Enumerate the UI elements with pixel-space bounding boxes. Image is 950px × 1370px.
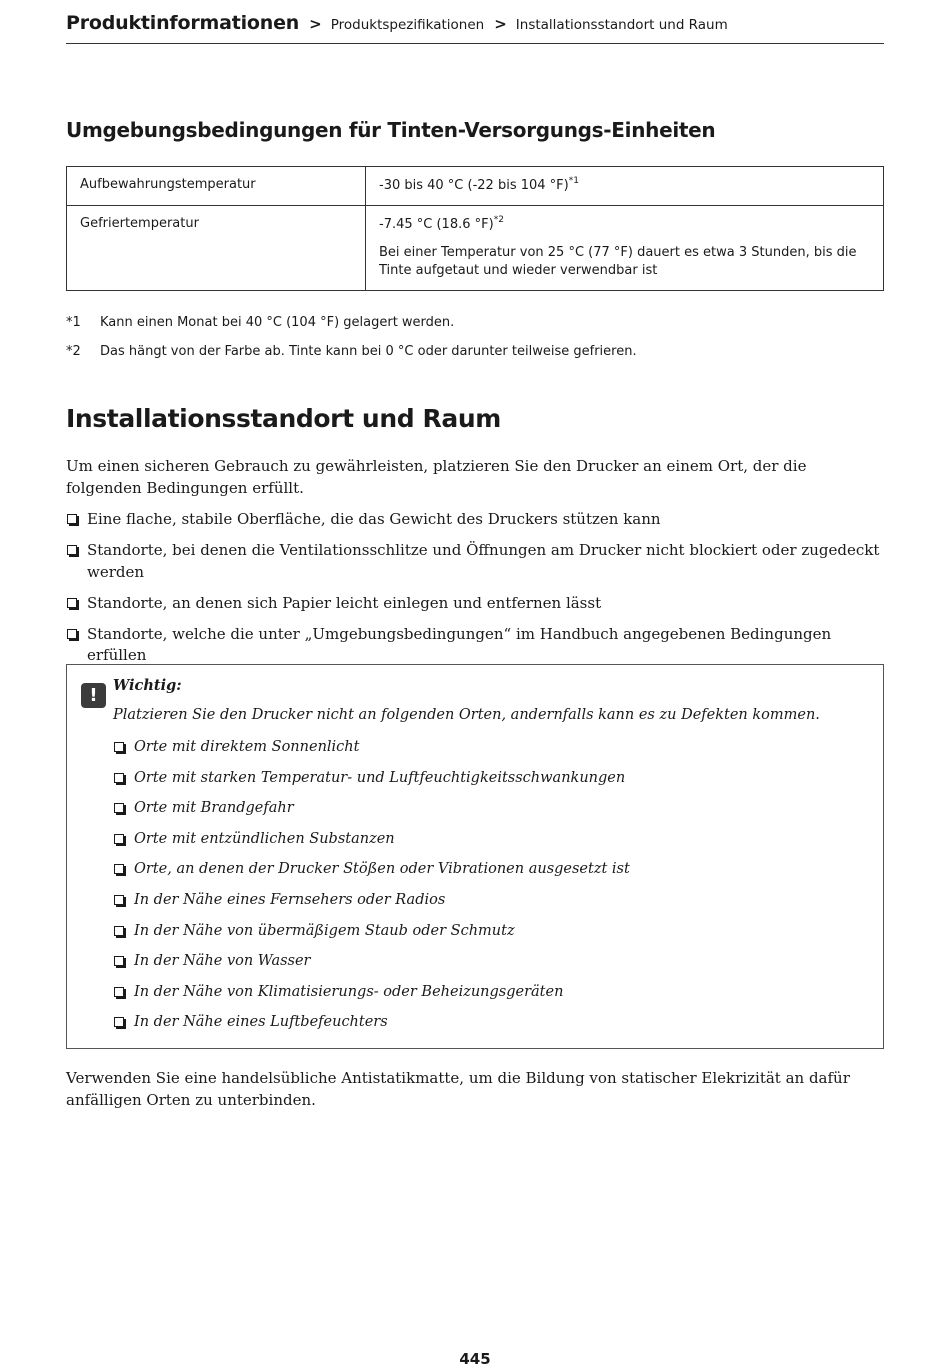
footnote-mark: *1 <box>66 315 81 330</box>
breadcrumb-separator: > <box>309 15 322 33</box>
footnote-ref[interactable]: *2 <box>493 215 504 225</box>
checkbox-bullet-icon <box>67 629 77 639</box>
list-item: Standorte, an denen sich Papier leicht einlegen und entfernen lässt <box>66 593 884 615</box>
checkbox-bullet-icon <box>114 864 124 874</box>
table-cell-value <box>366 167 884 206</box>
footnote-mark: *2 <box>66 344 81 359</box>
avoid-locations-list <box>113 737 630 1043</box>
important-notice <box>66 664 884 1049</box>
intro-paragraph: Um einen sicheren Gebrauch zu gewährleisten, platzieren Sie den Drucker an einem Ort, der die folgenden Bedingungen erfüllt. <box>66 457 807 497</box>
list-item: In der Nähe eines Luftbefeuchters <box>113 1012 630 1043</box>
breadcrumb-level3[interactable]: Installationsstandort und Raum <box>515 17 728 33</box>
list-item: In der Nähe eines Fernsehers oder Radios <box>113 890 630 921</box>
list-item: Orte mit starken Temperatur- und Luftfeuchtigkeitsschwankungen <box>113 768 630 799</box>
ink-conditions-table <box>66 166 884 291</box>
checkbox-bullet-icon <box>114 895 124 905</box>
install-section-heading: Installationsstandort und Raum <box>66 404 501 433</box>
checkbox-bullet-icon <box>114 956 124 966</box>
checkbox-bullet-icon <box>114 926 124 936</box>
checkbox-bullet-icon <box>114 987 124 997</box>
footnote <box>66 344 637 359</box>
exclamation-icon: ! <box>81 683 106 708</box>
checkbox-bullet-icon <box>67 598 77 608</box>
list-item: In der Nähe von übermäßigem Staub oder Schmutz <box>113 921 630 952</box>
closing-paragraph: Verwenden Sie eine handelsübliche Antistatikmatte, um die Bildung von statischer Elekrizität an dafür anfälligen Orten zu unterbinden. <box>66 1069 850 1109</box>
table-row <box>67 206 884 291</box>
thaw-detail: Bei einer Temperatur von 25 °C (77 °F) dauert es etwa 3 Stunden, bis die Tinte aufgetaut und wieder verwendbar ist <box>379 245 857 278</box>
page-number: 445 <box>459 1350 491 1368</box>
checkbox-bullet-icon <box>114 742 124 752</box>
table-row <box>67 167 884 206</box>
important-text: Platzieren Sie den Drucker nicht an folgenden Orten, andernfalls kann es zu Defekten kommen. <box>113 707 820 723</box>
table-cell-label: Aufbewahrungstemperatur <box>67 167 366 206</box>
breadcrumb-separator: > <box>494 15 507 33</box>
footnote-text: Das hängt von der Farbe ab. Tinte kann bei 0 °C oder darunter teilweise gefrieren. <box>100 344 637 359</box>
list-item: Eine flache, stabile Oberfläche, die das Gewicht des Druckers stützen kann <box>66 509 884 531</box>
breadcrumb <box>66 12 884 44</box>
list-item: In der Nähe von Wasser <box>113 951 630 982</box>
footnote-text: Kann einen Monat bei 40 °C (104 °F) gelagert werden. <box>100 315 455 330</box>
footnote <box>66 315 454 330</box>
freezing-temperature-value: -7.45 °C (18.6 °F) <box>379 217 494 232</box>
list-item: Standorte, bei denen die Ventilationsschlitze und Öffnungen am Drucker nicht blockiert oder zugedeckt werden <box>66 540 884 583</box>
breadcrumb-main[interactable]: Produktinformationen <box>66 12 300 34</box>
important-title: Wichtig: <box>113 677 182 694</box>
checkbox-bullet-icon <box>114 803 124 813</box>
requirements-list <box>66 509 884 676</box>
ink-section-heading: Umgebungsbedingungen für Tinten-Versorgungs-Einheiten <box>66 118 716 142</box>
checkbox-bullet-icon <box>114 834 124 844</box>
list-item: Orte, an denen der Drucker Stößen oder Vibrationen ausgesetzt ist <box>113 859 630 890</box>
checkbox-bullet-icon <box>114 773 124 783</box>
footnote-ref[interactable]: *1 <box>568 176 579 186</box>
checkbox-bullet-icon <box>114 1017 124 1027</box>
breadcrumb-level2[interactable]: Produktspezifikationen <box>330 17 485 33</box>
table-cell-label: Gefriertemperatur <box>67 206 366 291</box>
list-item: Orte mit Brandgefahr <box>113 798 630 829</box>
checkbox-bullet-icon <box>67 545 77 555</box>
storage-temperature-value: -30 bis 40 °C (-22 bis 104 °F) <box>379 178 569 193</box>
list-item: Orte mit entzündlichen Substanzen <box>113 829 630 860</box>
checkbox-bullet-icon <box>67 514 77 524</box>
table-cell-value <box>366 206 884 291</box>
list-item: Orte mit direktem Sonnenlicht <box>113 737 630 768</box>
list-item: Standorte, welche die unter „Umgebungsbedingungen“ im Handbuch angegebenen Bedingungen erfüllen <box>66 624 884 667</box>
list-item: In der Nähe von Klimatisierungs- oder Beheizungsgeräten <box>113 982 630 1013</box>
